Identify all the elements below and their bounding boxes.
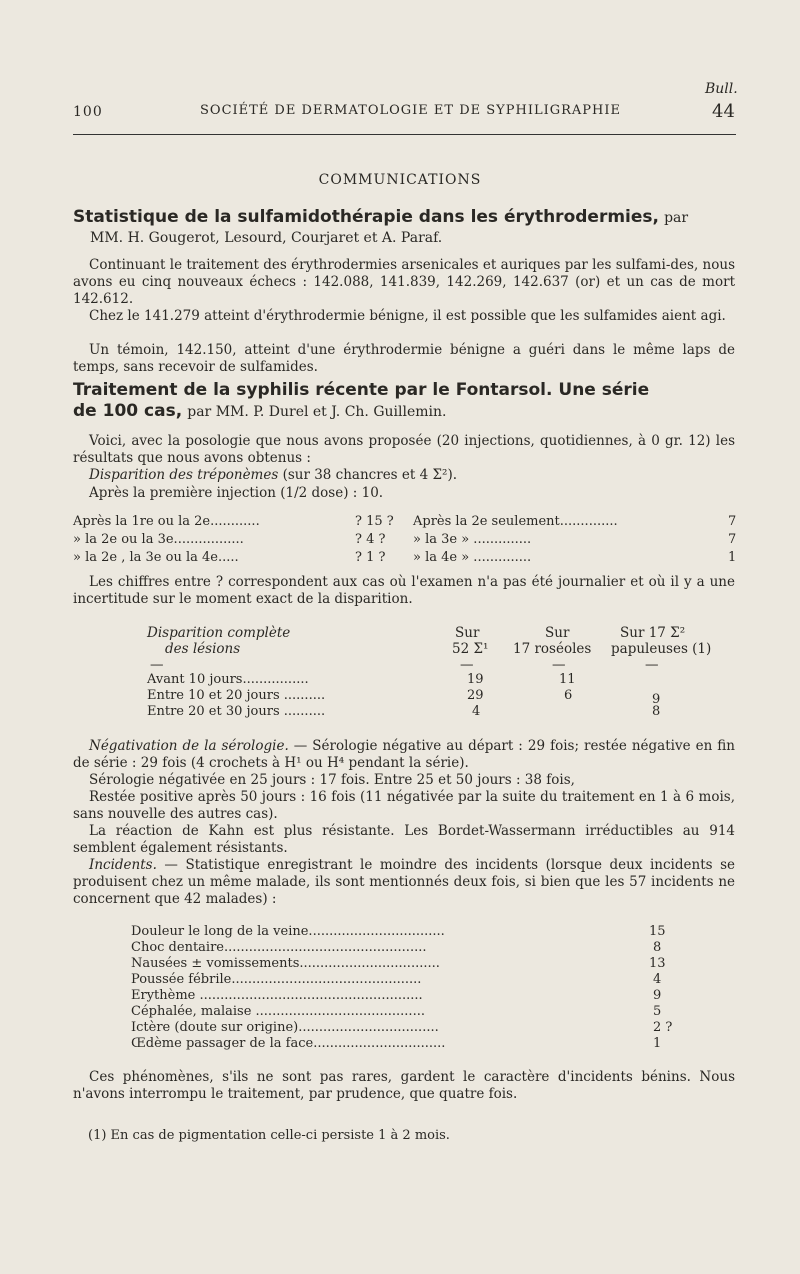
negativation-text: — Sérologie négative au départ : 29 fois; restée négative en fin de série : 29 fois (4 crochets à H¹ ou H⁴ pendant la série).: [73, 738, 736, 771]
lesion-c2: 6: [564, 688, 573, 703]
col3-header1: Sur 17 Σ²: [620, 625, 686, 641]
section-heading: COMMUNICATIONS: [318, 172, 482, 188]
negativation-paragraph: [73, 738, 735, 772]
lesion-label: Avant 10 jours................: [147, 672, 309, 687]
incident-label: Œdème passager de la face................................: [131, 1036, 446, 1051]
disparition-label: Disparition des tréponèmes: [89, 467, 279, 483]
row-right-value: 1: [728, 550, 737, 565]
incident-label: Poussée fébrile..............................................: [131, 972, 422, 987]
row-left: » la 2e , la 3e ou la 4e.....: [73, 550, 239, 565]
incident-label: Erythème ......................................................: [131, 988, 423, 1003]
incident-value: 8: [653, 940, 662, 955]
row-right-label: Après la 2e seulement..............: [413, 514, 618, 529]
lesion-c1: 29: [467, 688, 484, 703]
row-right-value: 7: [728, 532, 737, 547]
incident-value: 4: [653, 972, 662, 987]
lesion-c2: 11: [559, 672, 576, 687]
lesion-label: Entre 20 et 30 jours ..........: [147, 704, 326, 719]
incident-label: Céphalée, malaise .........................................: [131, 1004, 425, 1019]
row-mid: ? 15 ?: [355, 514, 394, 529]
incident-value: 13: [649, 956, 666, 971]
article1-paragraph: Continuant le traitement des érythrodermies arsenicales et auriques par les sulfami-des, nous avons eu cinq nouveaux échecs : 142.088, 141.839, 142.269, 142.637 (or) et un cas de mort 142.612.: [73, 257, 735, 307]
lesion-label: Entre 10 et 20 jours ..........: [147, 688, 326, 703]
article1-title: Statistique de la sulfamidothérapie dans les érythrodermies,: [73, 207, 659, 227]
lesion-c3: 9: [652, 692, 661, 707]
lesion-c1: 19: [467, 672, 484, 687]
footnote: (1) En cas de pigmentation celle-ci persiste 1 à 2 mois.: [88, 1128, 450, 1143]
incident-value: 9: [653, 988, 662, 1003]
restee-paragraph: Restée positive après 50 jours : 16 fois (11 négativée par la suite du traitement en 1 à 6 mois, sans nouvelle des autres cas).: [73, 789, 735, 822]
row-mid: ? 1 ?: [355, 550, 386, 565]
row-mid: ? 4 ?: [355, 532, 386, 547]
incident-value: 5: [653, 1004, 662, 1019]
dash: —: [645, 657, 659, 673]
incident-label: Douleur le long de la veine.................................: [131, 924, 445, 939]
dash: —: [460, 657, 474, 673]
lesion-c1: 4: [472, 704, 481, 719]
incident-label: Nausées ± vomissements..................................: [131, 956, 440, 971]
kahn-paragraph: La réaction de Kahn est plus résistante. Les Bordet-Wassermann irréductibles au 914 semblent également résistants.: [73, 823, 735, 856]
row-right-label: » la 4e » ..............: [413, 550, 532, 565]
bull-label: Bull.: [705, 81, 738, 97]
disparition-rest: (sur 38 chancres et 4 Σ²).: [278, 467, 457, 483]
header-rule: [73, 134, 736, 135]
incidents-text: — Statistique enregistrant le moindre des incidents (lorsque deux incidents se produisent chez un même malade, ils sont mentionnés deux fois, si bien que les 57 incidents ne concernent que 42 malades) :: [73, 857, 735, 907]
sero-25: Sérologie négativée en 25 jours : 17 fois. Entre 25 et 50 jours : 38 fois,: [89, 772, 575, 788]
article2-authors: par MM. P. Durel et J. Ch. Guillemin.: [187, 404, 447, 420]
lesion-c3: 8: [652, 704, 661, 719]
article2-title-line2-row: [73, 401, 446, 421]
col3-header2: papuleuses (1): [611, 641, 712, 657]
incident-value: 2 ?: [653, 1020, 673, 1035]
article1-par: par: [664, 210, 689, 226]
handwritten-number: 44: [712, 101, 735, 122]
col2-header2: 17 roséoles: [513, 641, 592, 657]
lesions-header-left1: Disparition complète: [147, 625, 291, 641]
incident-label: Ictère (doute sur origine)..................................: [131, 1020, 439, 1035]
chiffres-note: Les chiffres entre ? correspondent aux cas où l'examen n'a pas été journalier et où il y a une incertitude sur le moment exact de la disparition.: [73, 574, 735, 607]
incident-value: 15: [649, 924, 666, 939]
row-right-value: 7: [728, 514, 737, 529]
lesions-header-left2: des lésions: [165, 641, 241, 657]
article2-title-line1: Traitement de la syphilis récente par le Fontarsol. Une série: [73, 380, 650, 400]
dash: —: [150, 657, 164, 673]
row-left: » la 2e ou la 3e.................: [73, 532, 244, 547]
dash: —: [552, 657, 566, 673]
article2-intro: Voici, avec la posologie que nous avons proposée (20 injections, quotidiennes, à 0 gr. 12) les résultats que nous avons obtenus :: [73, 433, 735, 466]
col2-header1: Sur: [545, 625, 570, 641]
incident-label: Choc dentaire.................................................: [131, 940, 427, 955]
article2-title-line2: de 100 cas,: [73, 401, 183, 421]
incident-value: 1: [653, 1036, 662, 1051]
incidents-label: Incidents.: [89, 857, 157, 873]
negativation-label: Négativation de la sérologie.: [89, 738, 289, 754]
apres-first: Après la première injection (1/2 dose) : 10.: [89, 485, 384, 501]
col1-header1: Sur: [455, 625, 480, 641]
row-right-label: » la 3e » ..............: [413, 532, 532, 547]
article1-paragraph: Un témoin, 142.150, atteint d'une érythrodermie bénigne a guéri dans le même laps de temps, sans recevoir de sulfamides.: [73, 342, 735, 375]
article1-title-line: [73, 207, 688, 227]
page-number: 100: [73, 104, 103, 120]
col1-header2: 52 Σ¹: [452, 641, 489, 657]
disparition-line: [89, 466, 457, 484]
row-left: Après la 1re ou la 2e............: [73, 514, 260, 529]
article1-paragraph: Chez le 141.279 atteint d'érythrodermie bénigne, il est possible que les sulfamides aient agi.: [89, 308, 726, 324]
conclusion-paragraph: Ces phénomènes, s'ils ne sont pas rares, gardent le caractère d'incidents bénins. Nous n'avons interrompu le traitement, par prudence, que quatre fois.: [73, 1069, 735, 1102]
article1-authors: MM. H. Gougerot, Lesourd, Courjaret et A. Paraf.: [90, 230, 443, 246]
incidents-paragraph: [73, 857, 735, 908]
journal-title: SOCIÉTÉ DE DERMATOLOGIE ET DE SYPHILIGRAPHIE: [200, 103, 622, 118]
